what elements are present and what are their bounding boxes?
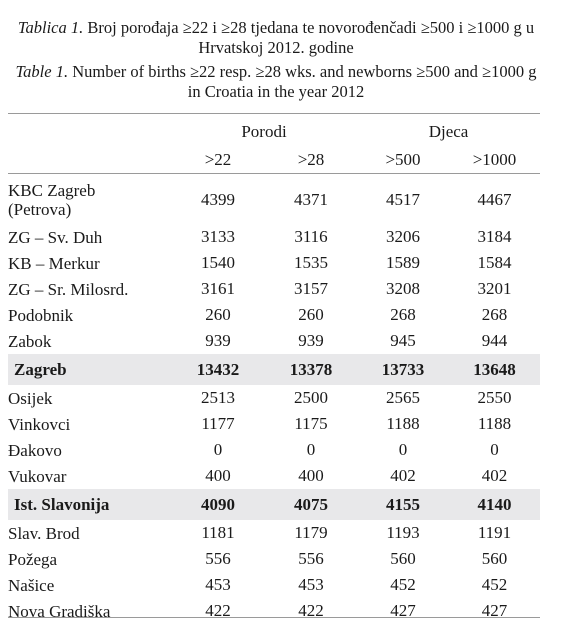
table-cell: 13432 [171,354,265,385]
row-label: Našice [8,575,55,595]
table-cell: 1188 [386,414,420,433]
table-cell: 402 [390,466,416,485]
header-empty-cell [8,144,171,176]
group-header-row [8,114,540,144]
table-cell: 1589 [386,253,420,272]
table-total-row [8,354,540,385]
table-cell: 13378 [265,354,357,385]
table-total-row [8,489,540,520]
row-label: Požega [8,549,58,569]
table-row [8,546,540,572]
table-cell: 422 [298,601,324,620]
table-cell: 1188 [477,414,512,433]
table-cell: 4517 [386,190,420,209]
table-cell: 4140 [449,489,540,520]
table-cell: 260 [205,305,231,324]
table-cell: 3208 [386,279,420,298]
caption-text-english: Number of births ≥22 resp. ≥28 wks. and newborns ≥500 and ≥1000 g in Croatia in the year 2012 [72,62,537,101]
table-cell: 4075 [265,489,357,520]
table-cell: 556 [205,549,231,568]
table-cell: 4467 [477,190,512,209]
table-row [8,385,540,411]
caption-label-croatian: Tablica 1. [17,18,84,37]
row-label: Podobnik [8,305,74,325]
table-cell: 427 [481,601,508,620]
table-row [8,598,540,624]
table-row [8,520,540,546]
row-label: ZG – Sv. Duh [8,227,103,247]
table-cell: 427 [390,601,416,620]
table-row [8,176,540,224]
table-cell: 0 [306,440,316,459]
table-cell: 0 [490,440,499,459]
table-cell: 3161 [201,279,235,298]
sub-header-row [8,144,540,176]
header-empty-cell [8,114,171,144]
row-label: Osijek [8,388,53,408]
table-row [8,411,540,437]
table-cell: 2550 [477,388,512,407]
table-cell: 453 [298,575,324,594]
table-cell: 1193 [386,523,420,542]
row-label: Đakovo [8,440,62,460]
sub-header-gt1000: >1000 [472,150,517,169]
table-row [8,224,540,250]
row-label-line: (Petrova) [8,200,72,219]
table-row [8,463,540,489]
table-cell: 1179 [294,523,328,542]
table-cell: 560 [390,549,416,568]
row-label: Zagreb [8,354,171,385]
table-cell: 4399 [201,190,235,209]
row-label: ZG – Sr. Milosrd. [8,279,129,299]
row-label-line: KBC Zagreb [8,181,96,200]
row-label: Zabok [8,331,52,351]
table-cell: 4090 [171,489,265,520]
table-cell: 400 [205,466,231,485]
table-cell: 3133 [201,227,235,246]
sub-header-gt28: >28 [297,150,325,169]
sub-header-gt500: >500 [385,150,421,169]
row-label: KB – Merkur [8,253,100,273]
row-label: Vinkovci [8,414,71,434]
table-cell: 3201 [477,279,512,298]
table-row [8,250,540,276]
table-cell: 2500 [294,388,328,407]
table-cell: 402 [481,466,508,485]
table-cell: 944 [481,331,508,350]
table-row [8,572,540,598]
group-header-porodi: Porodi [241,122,287,141]
table-cell: 1584 [477,253,512,272]
table-cell: 3206 [386,227,420,246]
table-row [8,302,540,328]
table-cell: 1175 [294,414,328,433]
caption-label-english: Table 1. [15,62,69,81]
table-cell: 2513 [201,388,235,407]
row-label: Ist. Slavonija [8,489,171,520]
table-cell: 13648 [449,354,540,385]
table-cell: 13733 [357,354,449,385]
table-cell: 1181 [201,523,235,542]
table-cell: 939 [298,331,324,350]
table-cell: 4155 [357,489,449,520]
table-cell: 3157 [294,279,328,298]
caption-text-croatian: Broj porođaja ≥22 i ≥28 tjedana te novorođenčadi ≥500 i ≥1000 g u Hrvatskoj 2012. godine [87,18,535,57]
table-cell: 0 [213,440,223,459]
table-cell: 1540 [201,253,235,272]
table-cell: 945 [390,331,416,350]
table-cell: 556 [298,549,324,568]
table-cell: 400 [298,466,324,485]
table-caption-english [12,62,540,102]
group-header-djeca: Djeca [428,122,469,141]
table-cell: 260 [298,305,324,324]
table-row [8,328,540,354]
row-label: Slav. Brod [8,523,80,543]
row-label: Vukovar [8,466,67,486]
table-caption-croatian [12,18,540,58]
table-cell: 422 [205,601,231,620]
table-body [8,176,540,624]
table-cell: 1535 [294,253,328,272]
table-cell: 2565 [386,388,420,407]
table-cell: 268 [390,305,416,324]
table-cell: 453 [205,575,231,594]
table-cell: 3116 [294,227,328,246]
table-cell: 452 [481,575,508,594]
table-cell: 452 [390,575,416,594]
births-table [8,114,540,624]
table-cell: 0 [398,440,408,459]
table-row [8,437,540,463]
table-cell: 1177 [201,414,235,433]
row-label [8,176,171,224]
sub-header-gt22: >22 [204,150,232,169]
table-cell: 1191 [477,523,512,542]
table-cell: 4371 [294,190,328,209]
table-cell: 560 [481,549,508,568]
table-row [8,276,540,302]
table-cell: 268 [481,305,508,324]
table-cell: 3184 [477,227,512,246]
row-label: Nova Gradiška [8,601,111,621]
table-cell: 939 [205,331,231,350]
